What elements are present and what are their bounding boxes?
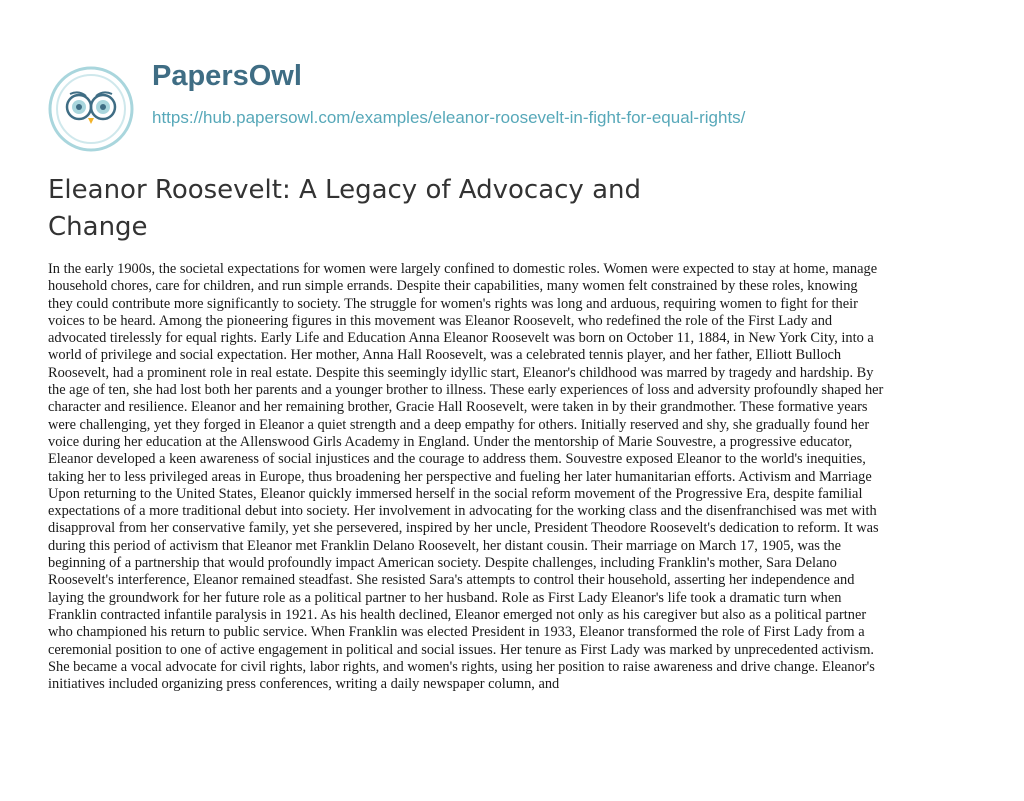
essay-line: they could contribute more significantly to society. The struggle for women's rights was long and arduous, requiring women to fight for their bbox=[48, 295, 858, 312]
source-url-link[interactable]: https://hub.papersowl.com/examples/eleanor-roosevelt-in-fight-for-equal-rights/ bbox=[152, 108, 746, 127]
essay-line: voice during her education at the Allenswood Girls Academy in England. Under the mentorship of Marie Souvestre, a progressive educator, bbox=[48, 433, 853, 450]
essay-line: beginning of a partnership that would profoundly impact American society. Despite challenges, including Franklin's mother, Sara Delano bbox=[48, 555, 837, 572]
owl-logo-icon bbox=[48, 66, 134, 152]
essay-line: character and resilience. Eleanor and her remaining brother, Gracie Hall Roosevelt, were taken in by their grandmother. These formative years bbox=[48, 399, 868, 416]
essay-line: Roosevelt's interference, Eleanor remained steadfast. She resisted Sara's attempts to control their household, asserting her independence and bbox=[48, 572, 855, 589]
essay-line: world of privilege and social expectation. Her mother, Anna Hall Roosevelt, was a celebrated tennis player, and her father, Elliott Bulloch bbox=[48, 347, 842, 364]
essay-line: taking her to less privileged areas in Europe, thus broadening her perspective and fueling her later humanitarian efforts. Activism and Marriage bbox=[48, 468, 872, 485]
essay-line: voices to be heard. Among the pioneering figures in this movement was Eleanor Roosevelt, who redefined the role of the First Lady and bbox=[48, 312, 833, 329]
essay-line: the age of ten, she had lost both her parents and a younger brother to illness. These early experiences of loss and adversity profoundly shaped her bbox=[48, 382, 884, 399]
page-title: Eleanor Roosevelt: A Legacy of Advocacy and Change bbox=[48, 175, 641, 242]
essay-line: during this period of activism that Eleanor met Franklin Delano Roosevelt, her distant cousin. Their marriage on March 17, 1905, was the bbox=[48, 537, 842, 554]
essay-line: were challenging, yet they forged in Eleanor a quiet strength and a deep empathy for others. Initially reserved and shy, she gradually found her bbox=[48, 416, 870, 433]
essay-line: Roosevelt, had a prominent role in real estate. Despite this seemingly idyllic start, Eleanor's childhood was marred by tragedy and hardship. By bbox=[48, 364, 874, 381]
essay-line: laying the groundwork for her future role as a political partner to her husband. Role as First Lady Eleanor's life took a dramatic turn when bbox=[48, 589, 842, 606]
essay-line: Franklin contracted infantile paralysis in 1921. As his health declined, Eleanor emerged not only as his caregiver but also as a political partner bbox=[48, 606, 867, 623]
brand-name: PapersOwl bbox=[152, 60, 302, 92]
essay-line: household chores, care for children, and run simple errands. Despite their capabilities, many women felt constrained by these roles, knowing bbox=[48, 278, 858, 295]
essay-line: expectations of a more traditional debut into society. Her involvement in advocating for the working class and the disenfranchised was met with bbox=[48, 503, 877, 520]
essay-body bbox=[48, 261, 980, 693]
essay-line: Eleanor developed a keen awareness of social injustices and the courage to address them. Souvestre exposed Eleanor to the world's inequities, bbox=[48, 451, 866, 468]
essay-line: She became a vocal advocate for civil rights, labor rights, and women's rights, using her position to raise awareness and drive change. Eleanor's bbox=[48, 658, 875, 675]
essay-line: In the early 1900s, the societal expectations for women were largely confined to domestic roles. Women were expected to stay at home, manage bbox=[48, 261, 878, 277]
essay-line: ceremonial position to one of active engagement in political and social issues. Her tenure as First Lady was marked by unprecedented activism. bbox=[48, 641, 875, 658]
essay-line: who championed his return to public service. When Franklin was elected President in 1933, Eleanor transformed the role of First Lady from a bbox=[48, 624, 865, 641]
essay-line: advocated tirelessly for equal rights. Early Life and Education Anna Eleanor Roosevelt was born on October 11, 1884, in New York City, into a bbox=[48, 330, 874, 347]
essay-line: Upon returning to the United States, Eleanor quickly immersed herself in the social reform movement of the Progressive Era, despite familial bbox=[48, 485, 863, 502]
essay-line: initiatives included organizing press conferences, writing a daily newspaper column, and bbox=[48, 676, 560, 693]
essay-line: disapproval from her conservative family, yet she persevered, inspired by her uncle, President Theodore Roosevelt's dedication to reform. It was bbox=[48, 520, 879, 537]
